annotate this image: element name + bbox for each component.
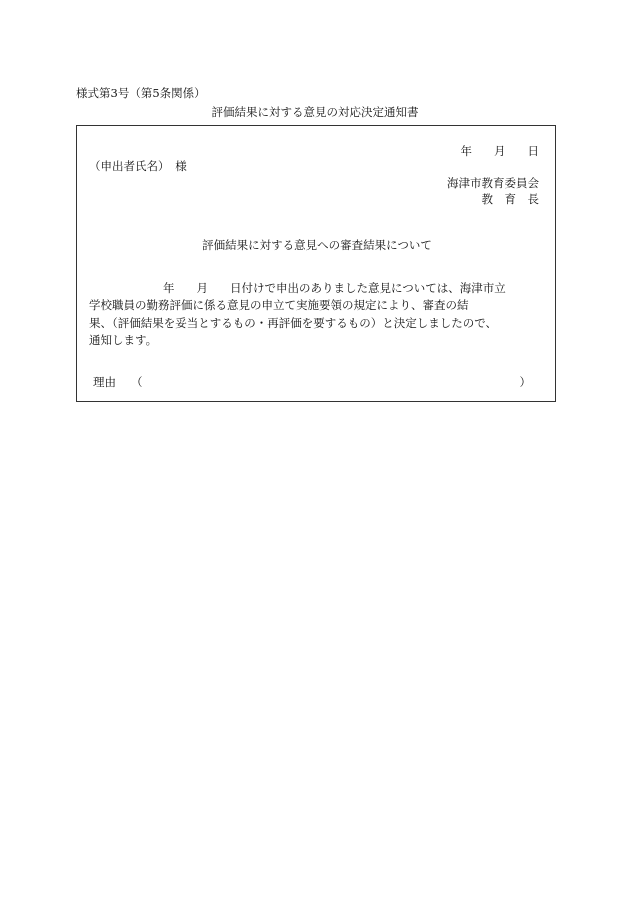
body-line-1	[89, 280, 541, 297]
issuer-organization: 海津市教育委員会	[447, 176, 539, 190]
reason-close-paren: ）	[519, 375, 531, 389]
body-month: 月	[196, 281, 208, 295]
notice-body	[89, 280, 541, 350]
body-line-4: 通知します。	[89, 333, 158, 348]
issuer-title: 教 育 長	[481, 192, 539, 206]
date-year: 年	[460, 144, 472, 158]
date-month: 月	[494, 144, 506, 158]
notice-subject: 評価結果に対する意見への審査結果について	[202, 238, 432, 252]
reason-label: 理由	[93, 375, 116, 389]
form-number: 様式第3号（第5条関係）	[76, 86, 206, 100]
date-line	[461, 144, 540, 160]
document-title: 評価結果に対する意見の対応決定通知書	[211, 105, 419, 119]
reason-open-paren: （	[131, 375, 143, 389]
date-day: 日	[527, 144, 539, 158]
body-year: 年	[163, 281, 175, 295]
recipient-name: （申出者氏名） 様	[89, 159, 187, 173]
notice-frame	[76, 125, 556, 402]
body-line-1-text: 日付けで申出のありました意見については、海津市立	[230, 281, 506, 295]
body-line-3: 果、（評価結果を妥当とするもの・再評価を要するもの）と決定しましたので、	[89, 315, 498, 330]
body-line-2: 学校職員の勤務評価に係る意見の申立て実施要領の規定により、審査の結	[89, 298, 469, 313]
